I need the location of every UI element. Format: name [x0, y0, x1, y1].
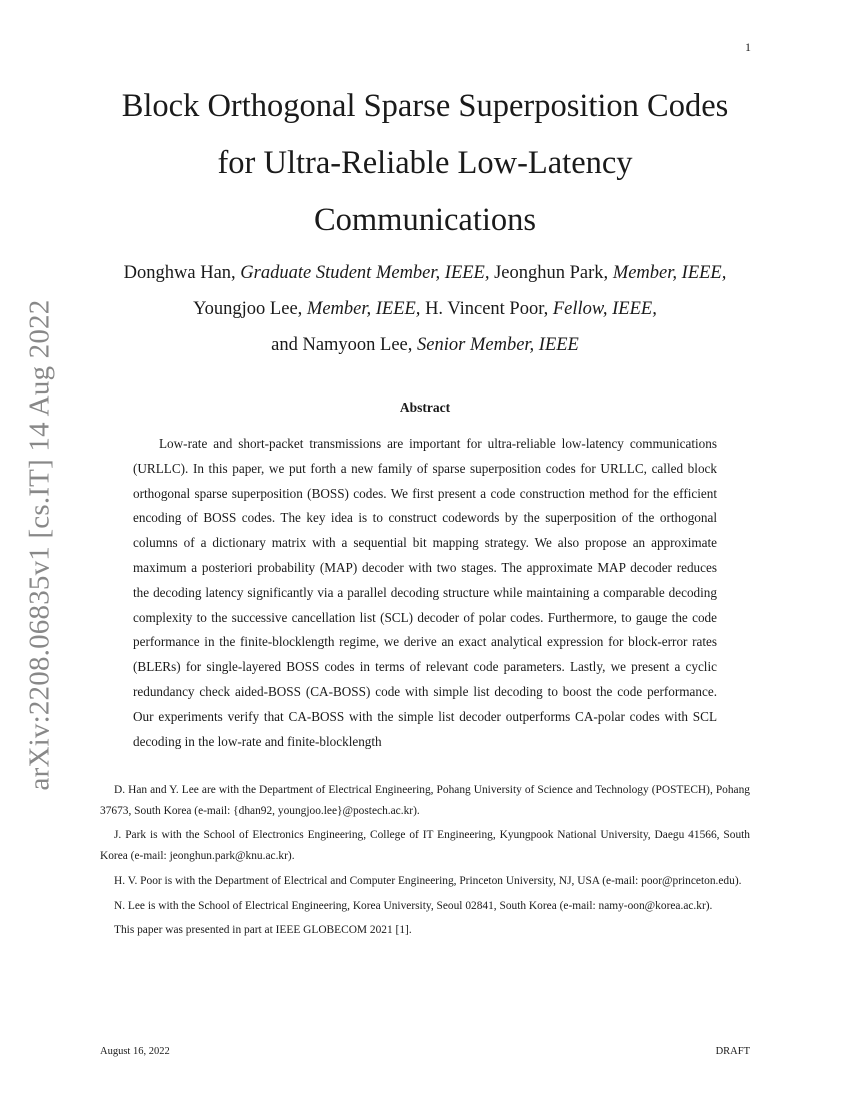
author-name: Donghwa Han, [123, 263, 241, 283]
arxiv-identifier: arXiv:2208.06835v1 [cs.IT] 14 Aug 2022 [23, 299, 56, 791]
paper-title [80, 78, 770, 249]
title-line-2: for Ultra-Reliable Low-Latency [217, 145, 633, 181]
author-name: Youngjoo Lee, [193, 299, 307, 319]
footnote: J. Park is with the School of Electronics Engineering, College of IT Engineering, Kyungpook National University, Daegu 41566, South Korea (e-mail: jeonghun.park@knu.ac.kr). [100, 829, 750, 863]
footnote: H. V. Poor is with the Department of Electrical and Computer Engineering, Princeton University, NJ, USA (e-mail: poor@princeton.edu). [114, 874, 742, 887]
abstract-heading: Abstract [399, 400, 451, 415]
footer-draft-label: DRAFT [715, 1046, 750, 1057]
author-list [80, 255, 770, 363]
author-affiliation-role: Fellow, IEEE, [552, 299, 657, 319]
author-name: and Namyoon Lee, [271, 335, 418, 355]
author-footnotes [100, 780, 750, 945]
title-line-1: Block Orthogonal Sparse Superposition Codes [121, 88, 729, 124]
author-name: Jeonghun Park, [489, 263, 613, 283]
footnote: This paper was presented in part at IEEE GLOBECOM 2021 [1]. [114, 924, 412, 937]
author-affiliation-role: Member, IEEE, [306, 299, 421, 319]
footnote: D. Han and Y. Lee are with the Department of Electrical Engineering, Pohang University of Science and Technology (POSTECH), Pohang 37673, South Korea (e-mail: {dhan92, youngjoo.lee}@postech.ac.kr). [100, 784, 750, 817]
author-affiliation-role: Member, IEEE, [612, 263, 727, 283]
abstract-text: Low-rate and short-packet transmissions are important for ultra-reliable low-latency communications (URLLC). In this paper, we put forth a new family of sparse superposition codes for URLLC, called block orthogonal sparse superposition (BOSS) codes. We first present a code construction method for the efficient encoding of BOSS codes. The key idea is to construct codewords by the superposition of the orthogonal columns of a dictionary matrix with a sequential bit mapping strategy. We also propose an approximate maximum a posteriori probability (MAP) decoder with two stages. The approximate MAP decoder reduces the decoding latency significantly via a parallel decoding structure while maintaining a comparable decoding complexity to the successive cancellation list (SCL) decoder of polar codes. Furthermore, to gauge the code performance in the finite-blocklength regime, we derive an exact analytical expression for block-error rates (BLERs) for single-layered BOSS codes in terms of relevant code parameters. Lastly, we present a cyclic redundancy check aided-BOSS (CA-BOSS) code with simple list decoding to boost the code performance. Our experiments verify that CA-BOSS with the simple list decoder outperforms CA-polar codes with SCL decoding in the low-rate and finite-blocklength [133, 436, 717, 749]
author-name: H. Vincent Poor, [420, 299, 553, 319]
footer-date: August 16, 2022 [100, 1046, 170, 1057]
author-affiliation-role: Senior Member, IEEE [417, 335, 579, 355]
author-affiliation-role: Graduate Student Member, IEEE, [240, 263, 490, 283]
title-line-3: Communications [313, 202, 537, 238]
footnote: N. Lee is with the School of Electrical Engineering, Korea University, Seoul 02841, South Korea (e-mail: namy-oon@korea.ac.kr). [114, 899, 713, 912]
page-number: 1 [745, 40, 751, 54]
